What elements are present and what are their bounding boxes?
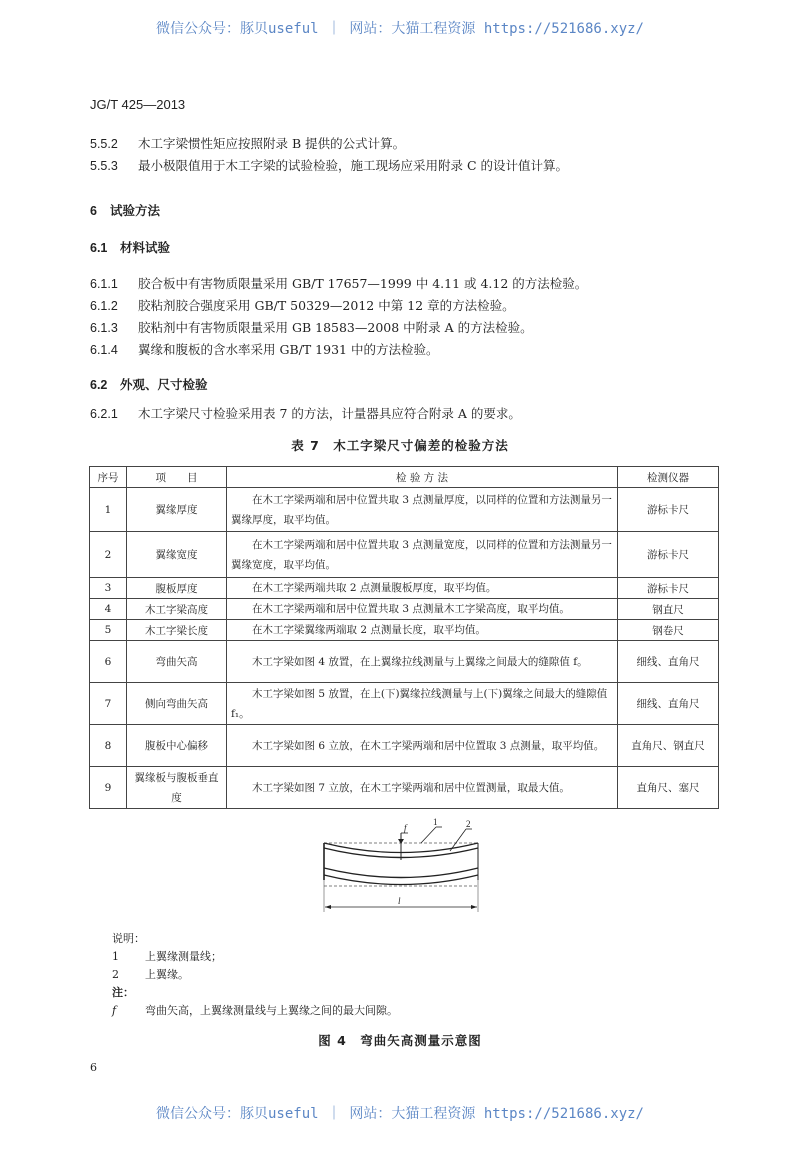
table-row: 3 腹板厚度 在木工字梁两端共取 2 点测量腹板厚度，取平均值。 游标卡尺 xyxy=(90,578,719,599)
clause-6-2-1: 6.2.1 木工字梁尺寸检验采用表 7 的方法，计量器具应符合附录 A 的要求。 xyxy=(90,406,521,421)
clause-6-1-1: 6.1.1 胶合板中有害物质限量采用 GB/T 17657—1999 中 4.11 或 4.12 的方法检验。 xyxy=(90,276,588,291)
table-row: 4 木工字梁高度 在木工字梁两端和居中位置共取 3 点测量木工字梁高度，取平均值。 钢直尺 xyxy=(90,599,719,620)
label-f: f xyxy=(404,823,407,833)
header-method: 检 验 方 法 xyxy=(227,467,618,488)
table-row: 5 木工字梁长度 在木工字梁翼缘两端取 2 点测量长度，取平均值。 钢卷尺 xyxy=(90,620,719,641)
table-row: 2 翼缘宽度 在木工字梁两端和居中位置共取 3 点测量宽度，以同样的位置和方法测量另一翼缘宽度，取平均值。 游标卡尺 xyxy=(90,532,719,578)
table-row: 1 翼缘厚度 在木工字梁两端和居中位置共取 3 点测量厚度，以同样的位置和方法测量另一翼缘厚度，取平均值。 游标卡尺 xyxy=(90,488,719,532)
table-7 xyxy=(89,466,719,809)
label-l: l xyxy=(398,896,401,906)
table-header-row xyxy=(90,467,719,488)
header-item: 项 目 xyxy=(127,467,227,488)
label-2: 2 xyxy=(466,819,471,829)
header-instrument: 检测仪器 xyxy=(618,467,719,488)
table-7-caption: 表 7 木工字梁尺寸偏差的检验方法 xyxy=(291,438,509,453)
legend-item-1: 1 上翼缘测量线； xyxy=(112,950,222,963)
note-item-f: f 弯曲矢高，上翼缘测量线与上翼缘之间的最大间隙。 xyxy=(112,1004,398,1017)
section-6-heading: 6 试验方法 xyxy=(90,203,161,218)
note-title: 注： xyxy=(112,986,134,999)
table-row: 6 弯曲矢高 木工字梁如图 4 放置，在上翼缘拉线测量与上翼缘之间最大的缝隙值 f。 细线、直角尺 xyxy=(90,641,719,683)
clause-5-5-2 xyxy=(90,134,405,152)
clause-6-1-3: 6.1.3 胶粘剂中有害物质限量采用 GB 18583—2008 中附录 A 的方法检验。 xyxy=(90,320,533,335)
bending-deflection-diagram xyxy=(310,815,510,915)
watermark-top: 微信公众号：豚贝useful ｜ 网站：大猫工程资源 https://521686.xyz/ xyxy=(155,21,644,37)
watermark-bottom: 微信公众号：豚贝useful ｜ 网站：大猫工程资源 https://521686.xyz/ xyxy=(155,1106,644,1122)
page-number: 6 xyxy=(90,1061,97,1074)
label-1: 1 xyxy=(433,817,438,827)
clause-number: 5.5.2 xyxy=(90,137,118,151)
clause-text: 木工字梁惯性矩应按照附录 B 提供的公式计算。 xyxy=(138,136,406,151)
figure-4-caption: 图 4 弯曲矢高测量示意图 xyxy=(318,1033,482,1048)
table-row: 7 侧向弯曲矢高 木工字梁如图 5 放置，在上(下)翼缘拉线测量与上(下)翼缘之间最大的缝隙值 f₁。 细线、直角尺 xyxy=(90,683,719,725)
section-6-2-heading: 6.2 外观、尺寸检验 xyxy=(90,377,208,392)
clause-5-5-3 xyxy=(90,156,568,174)
legend-item-2: 2 上翼缘。 xyxy=(112,968,189,981)
clause-6-1-2: 6.1.2 胶粘剂胶合强度采用 GB/T 50329—2012 中第 12 章的方法检验。 xyxy=(90,298,515,313)
standard-id: JG/T 425—2013 xyxy=(90,97,186,112)
table-row: 9 翼缘板与腹板垂直度 木工字梁如图 7 立放，在木工字梁两端和居中位置测量，取最大值。 直角尺、塞尺 xyxy=(90,767,719,809)
header-no: 序号 xyxy=(90,467,127,488)
table-row: 8 腹板中心偏移 木工字梁如图 6 立放，在木工字梁两端和居中位置取 3 点测量，取平均值。 直角尺、钢直尺 xyxy=(90,725,719,767)
clause-6-1-4: 6.1.4 翼缘和腹板的含水率采用 GB/T 1931 中的方法检验。 xyxy=(90,342,439,357)
clause-text: 最小极限值用于木工字梁的试验检验，施工现场应采用附录 C 的设计值计算。 xyxy=(138,158,569,173)
clause-number: 5.5.3 xyxy=(90,159,118,173)
section-6-1-heading: 6.1 材料试验 xyxy=(90,240,171,255)
legend-title: 说明： xyxy=(112,932,145,945)
